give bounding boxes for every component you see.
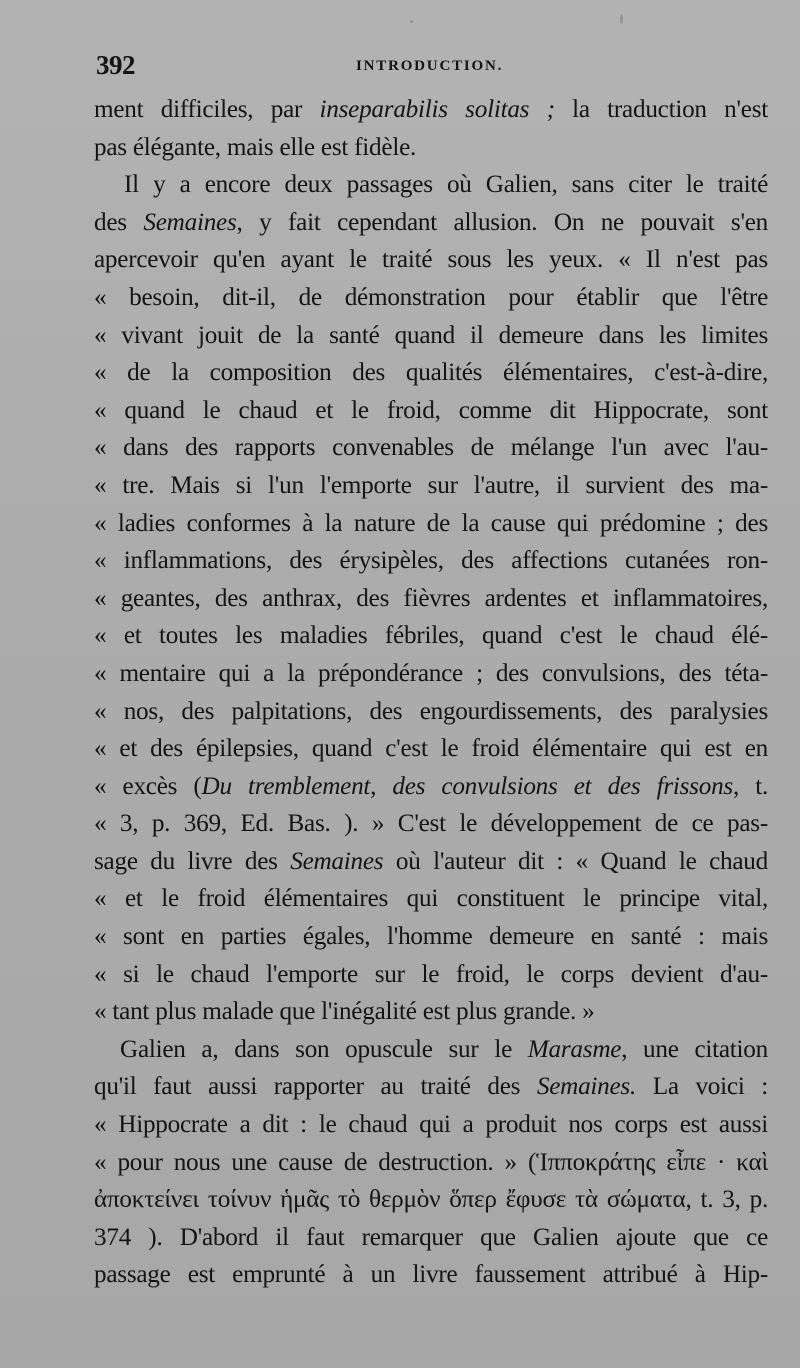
text-line: « ladies conformes à la nature de la cause qui prédomine ; des	[94, 509, 768, 537]
text-line: « quand le chaud et le froid, comme dit Hippocrate, sont	[94, 396, 768, 424]
running-head: INTRODUCTION.	[356, 58, 504, 74]
text-line: « sont en parties égales, l'homme demeure en santé : mais	[94, 923, 768, 951]
text-line: des Semaines, y fait cependant allusion. On ne pouvait s'en	[94, 208, 768, 236]
text-line: « et le froid élémentaires qui constituent le principe vital,	[94, 885, 768, 913]
text-line: « pour nous une cause de destruction. » (Ἱπποκράτης εἶπε · καὶ	[94, 1148, 768, 1176]
text-line: « si le chaud l'emporte sur le froid, le corps devient d'au-	[94, 960, 768, 988]
ink-smudge	[620, 14, 623, 24]
text-line: passage est emprunté à un livre faussement attribué à Hip-	[94, 1261, 768, 1289]
text-line: pas élégante, mais elle est fidèle.	[94, 133, 417, 161]
text-line: « geantes, des anthrax, des fièvres ardentes et inflammatoires,	[94, 584, 768, 612]
text-line: Il y a encore deux passages où Galien, sans citer le traité	[124, 171, 768, 199]
text-line: « tant plus malade que l'inégalité est plus grande. »	[94, 998, 595, 1026]
text-line: « de la composition des qualités élémentaires, c'est-à-dire,	[94, 359, 768, 387]
text-line: ἀποκτείνει τοίνυν ἡμᾶς τὸ θερμὸν ὅπερ ἔφυσε τὰ σώματα, t. 3, p.	[94, 1186, 768, 1214]
page-header	[96, 50, 776, 90]
text-line: « et toutes les maladies fébriles, quand c'est le chaud élé-	[94, 622, 768, 650]
text-line: 374 ). D'abord il faut remarquer que Galien ajoute que ce	[94, 1223, 768, 1251]
ink-smudge	[410, 20, 413, 23]
text-line: « dans des rapports convenables de mélange l'un avec l'au-	[94, 434, 768, 462]
text-line: qu'il faut aussi rapporter au traité des Semaines. La voici :	[94, 1073, 768, 1101]
text-line: « 3, p. 369, Ed. Bas. ). » C'est le développement de ce pas-	[94, 810, 768, 838]
text-line: apercevoir qu'en ayant le traité sous les yeux. « Il n'est pas	[94, 246, 768, 274]
text-line: « et des épilepsies, quand c'est le froid élémentaire qui est en	[94, 735, 768, 763]
text-line: « excès (Du tremblement, des convulsions et des frissons, t.	[94, 772, 768, 800]
text-line: « inflammations, des érysipèles, des affections cutanées ron-	[94, 547, 768, 575]
text-line: « vivant jouit de la santé quand il demeure dans les limites	[94, 321, 768, 349]
text-line: sage du livre des Semaines où l'auteur dit : « Quand le chaud	[94, 847, 768, 875]
text-line: « tre. Mais si l'un l'emporte sur l'autre, il survient des ma-	[94, 471, 768, 499]
text-line: « nos, des palpitations, des engourdissements, des paralysies	[94, 697, 768, 725]
text-line: Galien a, dans son opuscule sur le Marasme, une citation	[120, 1035, 768, 1063]
text-line: « besoin, dit-il, de démonstration pour établir que l'être	[94, 283, 768, 311]
text-line: « Hippocrate a dit : le chaud qui a produit nos corps est aussi	[94, 1111, 768, 1139]
text-line: ment difficiles, par inseparabilis solitas ; la traduction n'est	[94, 96, 768, 123]
text-line: « mentaire qui a la prépondérance ; des convulsions, des téta-	[94, 659, 768, 687]
page-number: 392	[96, 50, 135, 80]
body-text	[94, 91, 768, 1294]
